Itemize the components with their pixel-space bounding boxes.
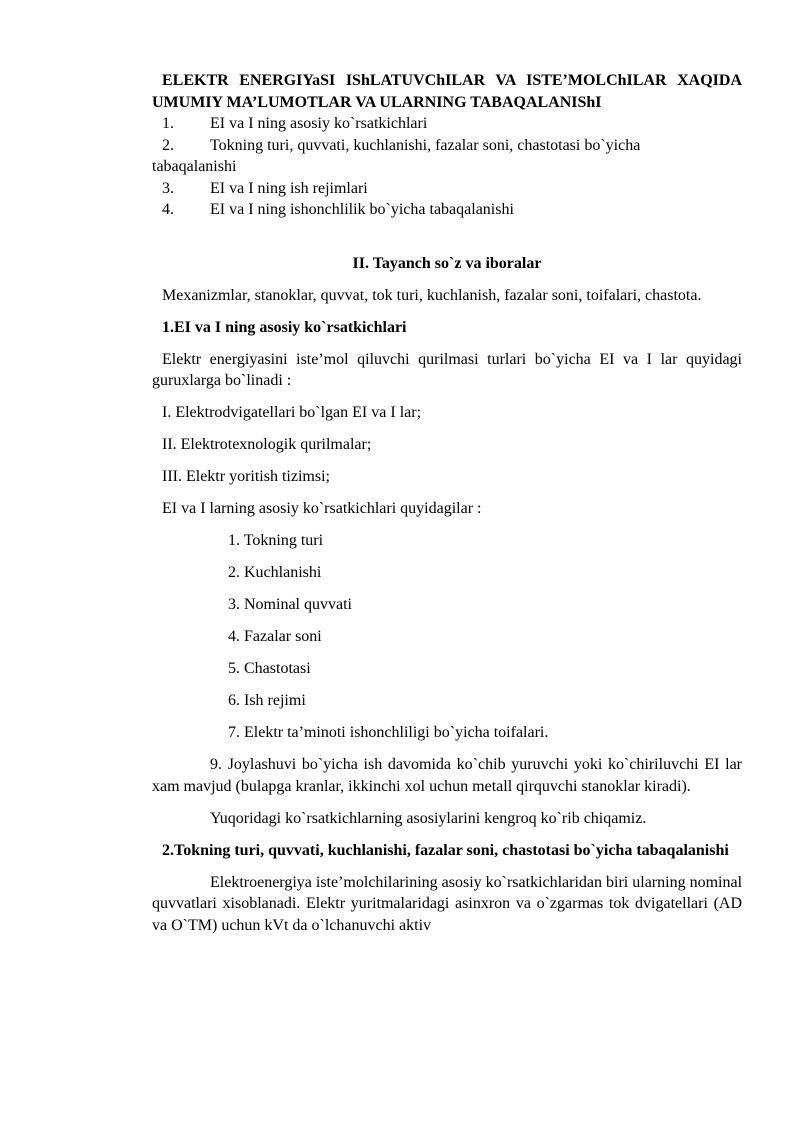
outline-list [152, 113, 742, 221]
outline-item [162, 178, 742, 200]
group-item: I. Elektrodvigatellari bo`lgan EI va I lar; [162, 404, 422, 421]
paragraph: Elektr energiyasini iste’mol qiluvchi qurilmasi turlari bo`yicha EI va I lar quyidagi guruxlarga bo`linadi : [152, 350, 742, 389]
outline-text: Tokning turi, quvvati, kuchlanishi, fazalar soni, chastotasi bo`yicha [210, 136, 641, 154]
indicator-item: 3. Nominal quvvati [228, 596, 352, 613]
group-item: II. Elektrotexnologik qurilmalar; [162, 436, 372, 453]
outline-continuation: tabaqalanishi [152, 158, 237, 175]
group-item: III. Elektr yoritish tizimsi; [162, 468, 330, 485]
outline-number: 2. [162, 136, 174, 154]
outline-number: 1. [162, 115, 174, 132]
outline-text: EI va I ning ishonchlilik bo`yicha tabaqalanishi [210, 201, 514, 218]
document-title: ELEKTR ENERGIYaSI IShLATUVChILAR VA ISTE’MOLChILAR XAQIDA UMUMIY MA’LUMOTLAR VA ULARNING TABAQALANIShI [152, 72, 742, 111]
indicator-item: 2. Kuchlanishi [228, 564, 322, 581]
indicators-list [228, 530, 742, 744]
outline-number: 3. [162, 179, 174, 197]
indicator-item: 1. Tokning turi [228, 532, 324, 549]
indicator-item: 5. Chastotasi [228, 660, 311, 677]
subsection-heading-1: 1.EI va I ning asosiy ko`rsatkichlari [162, 318, 407, 336]
indicator-item: 7. Elektr ta’minoti ishonchliligi bo`yicha toifalari. [228, 724, 549, 741]
indicator-item: 6. Ish rejimi [228, 692, 306, 709]
indicator-item: 4. Fazalar soni [228, 628, 322, 645]
paragraph: Elektroenergiya iste’molchilarining asosiy ko`rsatkichlaridan biri ularning nominal quvvatlari xisoblanadi. Elektr yuritmalaridagi asinxron va o`zgarmas tok dvigatellari (AD va O`TM) uchun kVt da o`lchanuvchi aktiv [152, 873, 743, 934]
keywords-paragraph: Mexanizmlar, stanoklar, quvvat, tok turi, kuchlanish, fazalar soni, toifalari, chastota. [162, 286, 702, 304]
outline-text: EI va I ning ish rejimlari [210, 179, 368, 197]
document-page [152, 70, 742, 936]
outline-item [162, 113, 742, 135]
section-heading: II. Tayanch so`z va iboralar [352, 254, 542, 272]
outline-number: 4. [162, 201, 174, 218]
paragraph: EI va I larning asosiy ko`rsatkichlari quyidagilar : [162, 500, 482, 517]
subsection-heading-2: 2.Tokning turi, quvvati, kuchlanishi, fazalar soni, chastotasi bo`yicha tabaqalanishi [162, 841, 729, 859]
outline-item [162, 199, 742, 221]
paragraph: Yuqoridagi ko`rsatkichlarning asosiylarini kengroq ko`rib chiqamiz. [210, 809, 647, 827]
outline-item [162, 135, 742, 157]
paragraph: 9. Joylashuvi bo`yicha ish davomida ko`chib yuruvchi yoki ko`chiriluvchi EI lar xam mavjud (bulарga kranlar, ikkinchi xol uchun metall qirquvchi stanoklar kiradi). [152, 756, 742, 795]
outline-text: EI va I ning asosiy ko`rsatkichlari [210, 115, 428, 132]
